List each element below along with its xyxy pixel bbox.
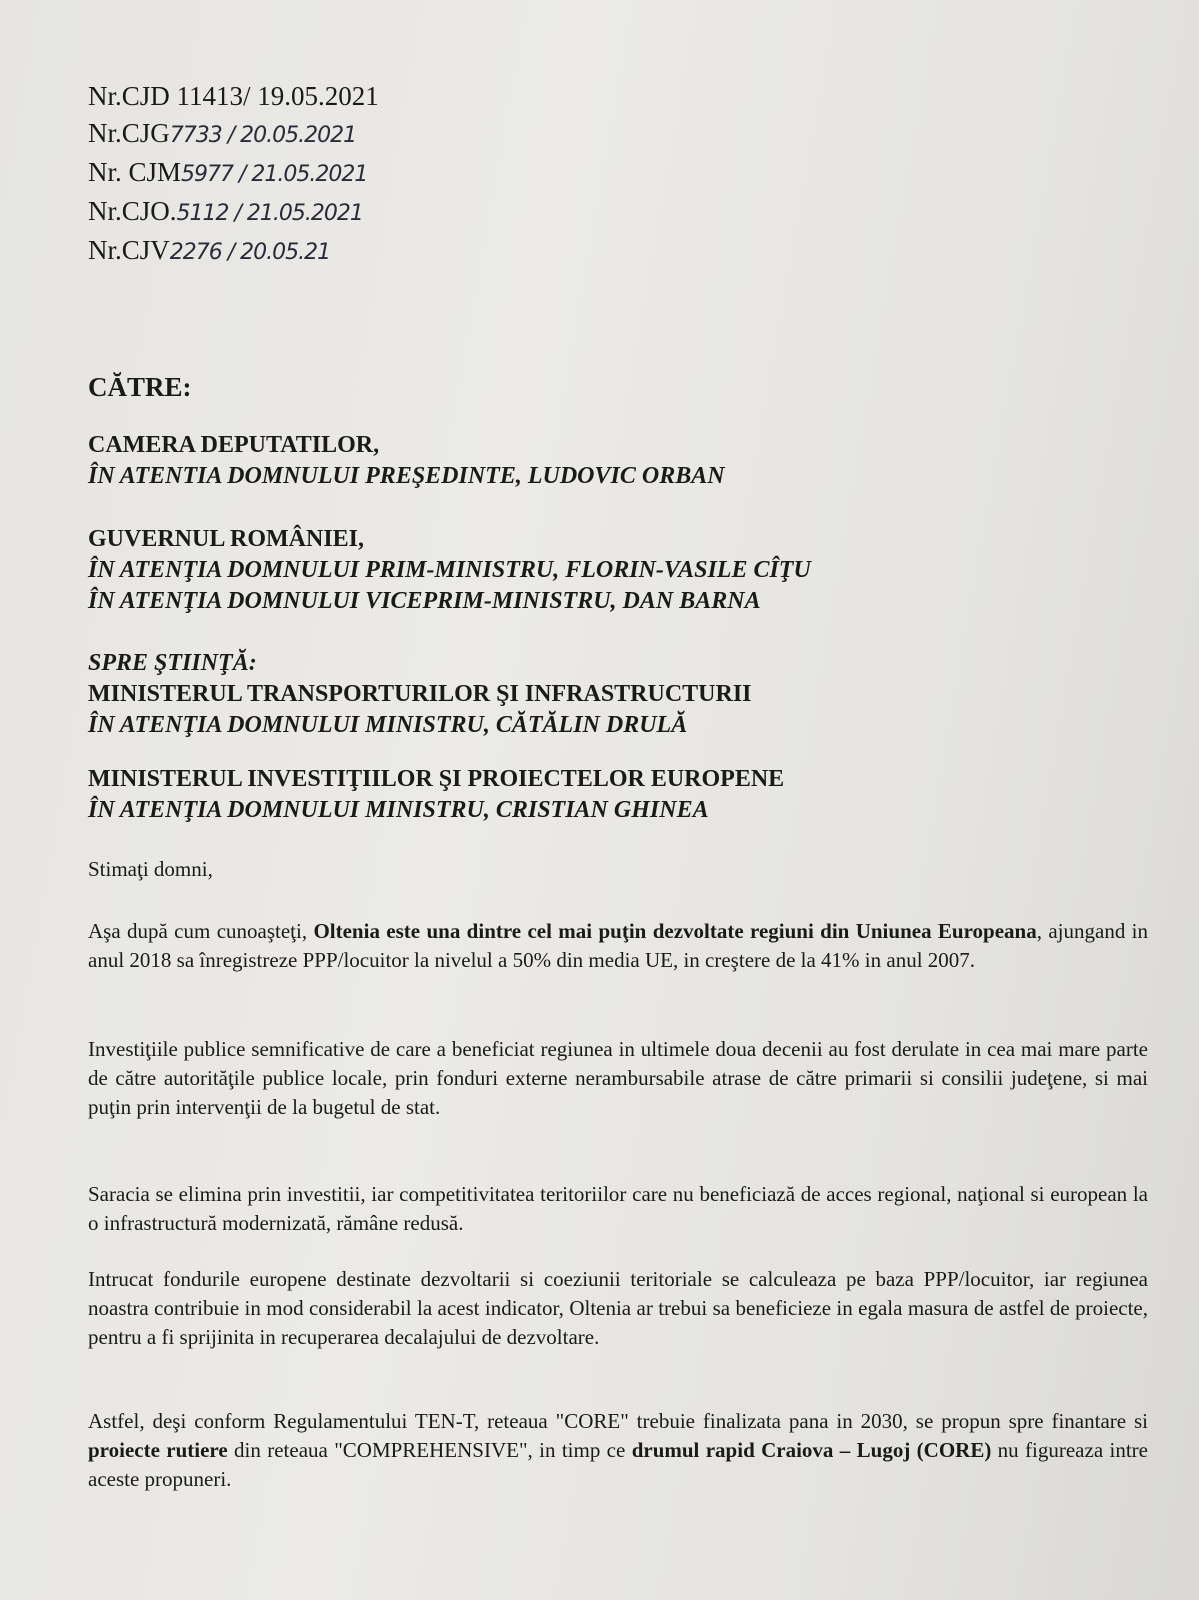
handwritten-number: 2276 / 20.05.21 — [169, 240, 331, 265]
paragraph-4: Intrucat fondurile europene destinate dezvoltarii si coeziunii teritoriale se calculeaza pe baza PPP/locuitor, iar regiunea noastra contribuie in mod considerabil la acest indicator, Oltenia ar trebui sa beneficieze in egala masura de astfel de proiecte, pentru a fi sprijinita in recuperarea decalajului de dezvoltare. — [88, 1267, 1148, 1349]
paragraph-3: Saracia se elimina prin investitii, iar competitivitatea teritoriilor care nu beneficiază de acces regional, naţional si european la o infrastructură modernizată, rămâne redusă. — [88, 1182, 1148, 1235]
addressee-investments-ministry — [88, 764, 1148, 826]
salutation: Stimaţi domni, — [88, 857, 213, 881]
paragraph-text: , ajungand in anul 2018 sa înregistreze PPP/locuitor la nivelul a 50% din media UE, in creştere de la 41% in anul 2007. — [88, 919, 1149, 972]
reference-cjm — [88, 154, 1148, 193]
registration-numbers — [88, 78, 1148, 271]
paragraph-text: nu figureaza intre aceste propuneri. — [88, 1438, 1148, 1491]
paragraph-emphasis: proiecte rutiere — [88, 1438, 228, 1462]
paragraph-emphasis: drumul rapid Craiova – Lugoj (CORE) — [631, 1438, 992, 1462]
addressee-attention: ÎN ATENŢIA DOMNULUI MINISTRU, CĂTĂLIN DRULĂ — [88, 712, 688, 738]
addressee-attention: ÎN ATENTIA DOMNULUI PREŞEDINTE, LUDOVIC ORBAN — [88, 463, 725, 489]
reference-label: Nr.CJO. — [88, 196, 177, 226]
addressee-attention: ÎN ATENŢIA DOMNULUI PRIM-MINISTRU, FLORIN-VASILE CÎŢU — [88, 557, 811, 583]
handwritten-number: 7733 / 20.05.2021 — [169, 123, 357, 148]
reference-cjd — [88, 78, 1148, 115]
reference-label: Nr.CJG — [88, 118, 170, 148]
addressee-org: MINISTERUL INVESTIŢIILOR ŞI PROIECTELOR EUROPENE — [88, 766, 785, 792]
addressee-attention: ÎN ATENŢIA DOMNULUI MINISTRU, CRISTIAN GHINEA — [88, 797, 709, 823]
reference-label: Nr.CJV — [88, 235, 170, 265]
paragraph-1 — [88, 917, 1148, 975]
reference-cjg — [88, 115, 1148, 154]
addressee-transport-ministry — [88, 648, 1148, 741]
paragraph-text: Astfel, deşi conform Regulamentului TEN-T, reteaua "CORE" trebuie finalizata pana in 2030, se propun spre finantare si — [88, 1409, 1148, 1433]
addressee-org: GUVERNUL ROMÂNIEI, — [88, 526, 365, 552]
paragraph-text: din reteaua "COMPREHENSIVE", in timp ce — [227, 1438, 632, 1462]
paragraph-emphasis: Oltenia este una dintre cel mai puţin dezvoltate regiuni din Uniunea Europeana — [313, 919, 1037, 943]
reference-label: Nr. CJM — [88, 157, 182, 187]
addressee-org: MINISTERUL TRANSPORTURILOR ŞI INFRASTRUCTURII — [88, 681, 752, 707]
reference-label: Nr.CJD 11413/ 19.05.2021 — [88, 81, 379, 111]
reference-cjv — [88, 232, 1148, 271]
addressee-government — [88, 524, 1148, 617]
paragraph-5 — [88, 1407, 1148, 1494]
for-information-label: SPRE ŞTIINŢĂ: — [88, 650, 257, 676]
handwritten-number: 5112 / 21.05.2021 — [176, 201, 363, 226]
paragraph-2: Investiţiile publice semnificative de care a beneficiat regiunea in ultimele doua decenii au fost derulate in cea mai mare parte de către autorităţile publice locale, prin fonduri externe nerambursabile atrase de către primarii si consilii judeţene, si mai puţin prin intervenţii de la bugetul de stat. — [88, 1037, 1148, 1119]
recipients-heading: CĂTRE: — [88, 372, 192, 402]
addressee-attention: ÎN ATENŢIA DOMNULUI VICEPRIM-MINISTRU, DAN BARNA — [88, 588, 761, 614]
addressee-org: CAMERA DEPUTATILOR, — [88, 432, 380, 458]
addressee-chamber — [88, 430, 1148, 492]
paragraph-text: Aşa după cum cunoaşteţi, — [88, 919, 314, 943]
handwritten-number: 5977 / 21.05.2021 — [181, 162, 368, 187]
reference-cjo — [88, 193, 1148, 232]
